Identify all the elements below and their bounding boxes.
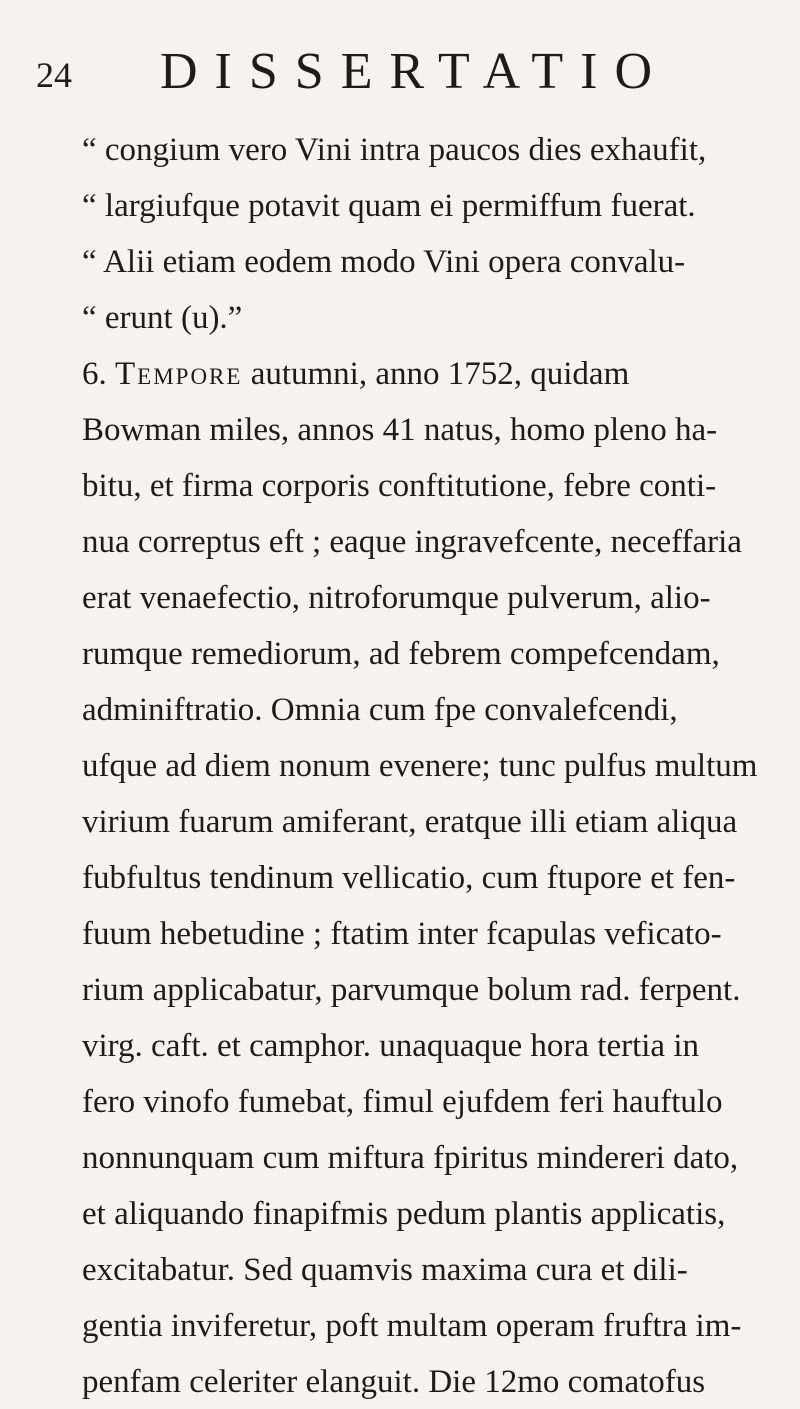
- text-line: “ largiufque potavit quam ei permiffum fuerat.: [82, 188, 696, 224]
- text-line: rumque remediorum, ad febrem compefcendam,: [82, 636, 720, 672]
- text-line: gentia inviferetur, poft multam operam fruftra im-: [82, 1308, 742, 1344]
- section-number: 6.: [82, 356, 107, 392]
- text-line: “ Alii etiam eodem modo Vini opera convalu-: [82, 244, 686, 280]
- text-line: virium fuarum amiferant, eratque illi etiam aliqua: [82, 804, 738, 840]
- text-line: fubfultus tendinum vellicatio, cum ftupore et fen-: [82, 860, 736, 896]
- text-line: excitabatur. Sed quamvis maxima cura et dili-: [82, 1252, 688, 1288]
- text-line: et aliquando finapifmis pedum plantis applicatis,: [82, 1196, 726, 1232]
- page-number: 24: [36, 55, 72, 95]
- text-line: nonnunquam cum miftura fpiritus mindereri dato,: [82, 1140, 739, 1176]
- text-line: Bowman miles, annos 41 natus, homo pleno ha-: [82, 412, 718, 448]
- page-header: [0, 42, 800, 112]
- text-line: virg. caft. et camphor. unaquaque hora tertia in: [82, 1028, 699, 1064]
- text-line: bitu, et firma corporis conftitutione, febre conti-: [82, 468, 717, 504]
- text-line: ufque ad diem nonum evenere; tunc pulfus multum: [82, 748, 758, 784]
- text-line: nua correptus eft ; eaque ingravefcente, neceffaria: [82, 524, 742, 560]
- text-line: fero vinofo fumebat, fimul ejufdem feri hauftulo: [82, 1084, 723, 1120]
- text-line: fuum hebetudine ; ftatim inter fcapulas veficato-: [82, 916, 722, 952]
- text-line: “ congium vero Vini intra paucos dies exhaufit,: [82, 132, 707, 168]
- section-line-rest: autumni, anno 1752, quidam: [242, 356, 630, 392]
- text-line: erat venaefectio, nitroforumque pulverum, alio-: [82, 580, 711, 616]
- text-line-section-6: [82, 354, 782, 394]
- section-initial-word: Tempore: [115, 356, 243, 392]
- text-line: rium applicabatur, parvumque bolum rad. ferpent.: [82, 972, 741, 1008]
- text-line: penfam celeriter elanguit. Die 12mo comatofus: [82, 1364, 706, 1400]
- running-title: DISSERTATIO: [160, 43, 670, 100]
- text-line: “ erunt (u).”: [82, 300, 243, 336]
- text-line: adminiftratio. Omnia cum fpe convalefcendi,: [82, 692, 678, 728]
